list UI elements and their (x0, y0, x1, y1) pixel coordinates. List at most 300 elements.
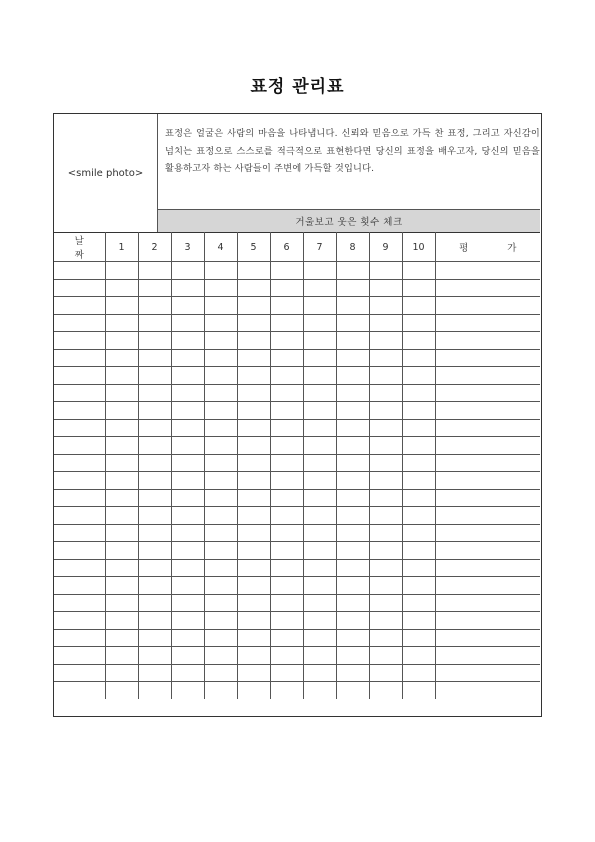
count-cell[interactable] (204, 402, 237, 420)
count-cell[interactable] (369, 279, 402, 297)
count-cell[interactable] (171, 332, 204, 350)
count-cell[interactable] (402, 507, 435, 525)
count-cell[interactable] (303, 647, 336, 665)
count-cell[interactable] (204, 472, 237, 490)
evaluation-cell[interactable] (435, 612, 540, 630)
count-cell[interactable] (237, 367, 270, 385)
evaluation-cell[interactable] (435, 577, 540, 595)
count-cell[interactable] (369, 682, 402, 700)
count-cell[interactable] (303, 489, 336, 507)
count-cell[interactable] (138, 542, 171, 560)
count-cell[interactable] (105, 489, 138, 507)
evaluation-cell[interactable] (435, 507, 540, 525)
count-cell[interactable] (336, 507, 369, 525)
count-cell[interactable] (270, 262, 303, 280)
count-cell[interactable] (336, 559, 369, 577)
count-cell[interactable] (303, 437, 336, 455)
count-cell[interactable] (270, 594, 303, 612)
evaluation-cell[interactable] (435, 349, 540, 367)
count-cell[interactable] (270, 454, 303, 472)
count-cell[interactable] (303, 297, 336, 315)
count-cell[interactable] (105, 647, 138, 665)
evaluation-cell[interactable] (435, 279, 540, 297)
count-cell[interactable] (270, 367, 303, 385)
count-cell[interactable] (369, 559, 402, 577)
count-cell[interactable] (336, 279, 369, 297)
count-cell[interactable] (402, 314, 435, 332)
date-cell[interactable] (54, 262, 105, 280)
count-cell[interactable] (336, 489, 369, 507)
count-cell[interactable] (204, 489, 237, 507)
count-cell[interactable] (171, 524, 204, 542)
date-cell[interactable] (54, 454, 105, 472)
count-cell[interactable] (402, 367, 435, 385)
count-cell[interactable] (204, 297, 237, 315)
count-cell[interactable] (237, 664, 270, 682)
count-cell[interactable] (204, 437, 237, 455)
count-cell[interactable] (105, 384, 138, 402)
count-cell[interactable] (138, 664, 171, 682)
count-cell[interactable] (369, 472, 402, 490)
date-cell[interactable] (54, 314, 105, 332)
count-cell[interactable] (237, 612, 270, 630)
count-cell[interactable] (204, 647, 237, 665)
count-cell[interactable] (303, 262, 336, 280)
count-cell[interactable] (303, 612, 336, 630)
count-cell[interactable] (237, 402, 270, 420)
count-cell[interactable] (237, 524, 270, 542)
count-cell[interactable] (138, 612, 171, 630)
date-cell[interactable] (54, 472, 105, 490)
count-cell[interactable] (270, 489, 303, 507)
count-cell[interactable] (204, 594, 237, 612)
count-cell[interactable] (336, 664, 369, 682)
count-cell[interactable] (336, 454, 369, 472)
count-cell[interactable] (171, 664, 204, 682)
count-cell[interactable] (303, 367, 336, 385)
count-cell[interactable] (336, 647, 369, 665)
evaluation-cell[interactable] (435, 437, 540, 455)
count-cell[interactable] (105, 262, 138, 280)
count-cell[interactable] (303, 524, 336, 542)
count-cell[interactable] (303, 384, 336, 402)
evaluation-cell[interactable] (435, 332, 540, 350)
count-cell[interactable] (270, 349, 303, 367)
count-cell[interactable] (171, 349, 204, 367)
count-cell[interactable] (105, 419, 138, 437)
count-cell[interactable] (204, 419, 237, 437)
count-cell[interactable] (171, 489, 204, 507)
evaluation-cell[interactable] (435, 454, 540, 472)
count-cell[interactable] (237, 647, 270, 665)
count-cell[interactable] (336, 594, 369, 612)
count-cell[interactable] (105, 542, 138, 560)
count-cell[interactable] (171, 594, 204, 612)
count-cell[interactable] (171, 577, 204, 595)
count-cell[interactable] (138, 682, 171, 700)
count-cell[interactable] (138, 594, 171, 612)
count-cell[interactable] (237, 419, 270, 437)
count-cell[interactable] (402, 384, 435, 402)
count-cell[interactable] (369, 454, 402, 472)
date-cell[interactable] (54, 489, 105, 507)
date-cell[interactable] (54, 629, 105, 647)
count-cell[interactable] (402, 297, 435, 315)
count-cell[interactable] (105, 314, 138, 332)
count-cell[interactable] (270, 542, 303, 560)
count-cell[interactable] (402, 262, 435, 280)
count-cell[interactable] (369, 367, 402, 385)
count-cell[interactable] (270, 332, 303, 350)
count-cell[interactable] (270, 629, 303, 647)
count-cell[interactable] (171, 612, 204, 630)
evaluation-cell[interactable] (435, 524, 540, 542)
date-cell[interactable] (54, 559, 105, 577)
count-cell[interactable] (237, 314, 270, 332)
count-cell[interactable] (336, 297, 369, 315)
count-cell[interactable] (270, 577, 303, 595)
count-cell[interactable] (402, 594, 435, 612)
count-cell[interactable] (270, 384, 303, 402)
count-cell[interactable] (402, 489, 435, 507)
count-cell[interactable] (369, 349, 402, 367)
count-cell[interactable] (105, 577, 138, 595)
count-cell[interactable] (303, 682, 336, 700)
count-cell[interactable] (138, 577, 171, 595)
count-cell[interactable] (336, 612, 369, 630)
evaluation-cell[interactable] (435, 262, 540, 280)
date-cell[interactable] (54, 647, 105, 665)
date-cell[interactable] (54, 402, 105, 420)
evaluation-cell[interactable] (435, 402, 540, 420)
count-cell[interactable] (105, 472, 138, 490)
count-cell[interactable] (237, 384, 270, 402)
count-cell[interactable] (105, 332, 138, 350)
count-cell[interactable] (303, 402, 336, 420)
count-cell[interactable] (270, 559, 303, 577)
count-cell[interactable] (204, 314, 237, 332)
evaluation-cell[interactable] (435, 559, 540, 577)
count-cell[interactable] (402, 542, 435, 560)
count-cell[interactable] (138, 559, 171, 577)
count-cell[interactable] (402, 402, 435, 420)
count-cell[interactable] (369, 489, 402, 507)
count-cell[interactable] (204, 524, 237, 542)
count-cell[interactable] (138, 419, 171, 437)
count-cell[interactable] (369, 297, 402, 315)
count-cell[interactable] (138, 489, 171, 507)
count-cell[interactable] (171, 367, 204, 385)
date-cell[interactable] (54, 507, 105, 525)
count-cell[interactable] (138, 349, 171, 367)
count-cell[interactable] (402, 629, 435, 647)
count-cell[interactable] (105, 559, 138, 577)
count-cell[interactable] (204, 262, 237, 280)
count-cell[interactable] (237, 542, 270, 560)
count-cell[interactable] (402, 349, 435, 367)
count-cell[interactable] (138, 472, 171, 490)
count-cell[interactable] (204, 542, 237, 560)
count-cell[interactable] (138, 297, 171, 315)
count-cell[interactable] (270, 419, 303, 437)
count-cell[interactable] (369, 262, 402, 280)
date-cell[interactable] (54, 332, 105, 350)
count-cell[interactable] (336, 577, 369, 595)
count-cell[interactable] (171, 437, 204, 455)
count-cell[interactable] (138, 367, 171, 385)
count-cell[interactable] (369, 507, 402, 525)
count-cell[interactable] (237, 472, 270, 490)
count-cell[interactable] (336, 367, 369, 385)
count-cell[interactable] (303, 419, 336, 437)
count-cell[interactable] (171, 402, 204, 420)
count-cell[interactable] (237, 349, 270, 367)
count-cell[interactable] (336, 402, 369, 420)
count-cell[interactable] (138, 402, 171, 420)
count-cell[interactable] (204, 349, 237, 367)
count-cell[interactable] (270, 612, 303, 630)
count-cell[interactable] (204, 559, 237, 577)
count-cell[interactable] (105, 437, 138, 455)
count-cell[interactable] (204, 664, 237, 682)
count-cell[interactable] (105, 612, 138, 630)
evaluation-cell[interactable] (435, 472, 540, 490)
count-cell[interactable] (270, 297, 303, 315)
count-cell[interactable] (105, 454, 138, 472)
count-cell[interactable] (171, 559, 204, 577)
evaluation-cell[interactable] (435, 367, 540, 385)
count-cell[interactable] (105, 279, 138, 297)
count-cell[interactable] (303, 454, 336, 472)
evaluation-cell[interactable] (435, 297, 540, 315)
count-cell[interactable] (369, 419, 402, 437)
count-cell[interactable] (204, 384, 237, 402)
count-cell[interactable] (204, 454, 237, 472)
count-cell[interactable] (270, 647, 303, 665)
count-cell[interactable] (171, 682, 204, 700)
count-cell[interactable] (237, 594, 270, 612)
count-cell[interactable] (237, 629, 270, 647)
count-cell[interactable] (270, 314, 303, 332)
count-cell[interactable] (369, 612, 402, 630)
count-cell[interactable] (138, 384, 171, 402)
count-cell[interactable] (138, 262, 171, 280)
count-cell[interactable] (402, 454, 435, 472)
count-cell[interactable] (303, 559, 336, 577)
count-cell[interactable] (270, 472, 303, 490)
count-cell[interactable] (303, 577, 336, 595)
count-cell[interactable] (204, 332, 237, 350)
count-cell[interactable] (171, 629, 204, 647)
count-cell[interactable] (105, 402, 138, 420)
count-cell[interactable] (336, 419, 369, 437)
count-cell[interactable] (171, 472, 204, 490)
date-cell[interactable] (54, 279, 105, 297)
evaluation-cell[interactable] (435, 682, 540, 700)
count-cell[interactable] (369, 647, 402, 665)
count-cell[interactable] (171, 279, 204, 297)
count-cell[interactable] (270, 507, 303, 525)
count-cell[interactable] (237, 454, 270, 472)
count-cell[interactable] (237, 559, 270, 577)
count-cell[interactable] (270, 279, 303, 297)
count-cell[interactable] (336, 524, 369, 542)
count-cell[interactable] (138, 437, 171, 455)
date-cell[interactable] (54, 524, 105, 542)
count-cell[interactable] (402, 279, 435, 297)
count-cell[interactable] (138, 507, 171, 525)
evaluation-cell[interactable] (435, 629, 540, 647)
count-cell[interactable] (204, 507, 237, 525)
count-cell[interactable] (138, 629, 171, 647)
count-cell[interactable] (369, 664, 402, 682)
evaluation-cell[interactable] (435, 542, 540, 560)
count-cell[interactable] (336, 332, 369, 350)
count-cell[interactable] (237, 489, 270, 507)
evaluation-cell[interactable] (435, 594, 540, 612)
count-cell[interactable] (105, 349, 138, 367)
count-cell[interactable] (204, 682, 237, 700)
count-cell[interactable] (336, 542, 369, 560)
count-cell[interactable] (402, 419, 435, 437)
count-cell[interactable] (237, 297, 270, 315)
count-cell[interactable] (171, 384, 204, 402)
count-cell[interactable] (303, 629, 336, 647)
count-cell[interactable] (105, 629, 138, 647)
count-cell[interactable] (303, 664, 336, 682)
count-cell[interactable] (402, 647, 435, 665)
count-cell[interactable] (270, 524, 303, 542)
count-cell[interactable] (171, 419, 204, 437)
count-cell[interactable] (402, 577, 435, 595)
count-cell[interactable] (336, 262, 369, 280)
count-cell[interactable] (369, 594, 402, 612)
date-cell[interactable] (54, 682, 105, 700)
date-cell[interactable] (54, 349, 105, 367)
evaluation-cell[interactable] (435, 384, 540, 402)
count-cell[interactable] (171, 507, 204, 525)
count-cell[interactable] (237, 507, 270, 525)
count-cell[interactable] (303, 542, 336, 560)
count-cell[interactable] (237, 682, 270, 700)
count-cell[interactable] (105, 664, 138, 682)
count-cell[interactable] (303, 279, 336, 297)
date-cell[interactable] (54, 594, 105, 612)
count-cell[interactable] (270, 682, 303, 700)
count-cell[interactable] (303, 594, 336, 612)
count-cell[interactable] (270, 664, 303, 682)
date-cell[interactable] (54, 437, 105, 455)
count-cell[interactable] (402, 682, 435, 700)
evaluation-cell[interactable] (435, 647, 540, 665)
date-cell[interactable] (54, 419, 105, 437)
count-cell[interactable] (105, 297, 138, 315)
count-cell[interactable] (369, 314, 402, 332)
count-cell[interactable] (402, 524, 435, 542)
count-cell[interactable] (336, 682, 369, 700)
count-cell[interactable] (336, 472, 369, 490)
count-cell[interactable] (369, 384, 402, 402)
count-cell[interactable] (303, 349, 336, 367)
count-cell[interactable] (138, 332, 171, 350)
count-cell[interactable] (402, 472, 435, 490)
count-cell[interactable] (270, 402, 303, 420)
count-cell[interactable] (237, 437, 270, 455)
evaluation-cell[interactable] (435, 314, 540, 332)
count-cell[interactable] (171, 314, 204, 332)
count-cell[interactable] (402, 437, 435, 455)
count-cell[interactable] (336, 349, 369, 367)
count-cell[interactable] (138, 314, 171, 332)
count-cell[interactable] (402, 612, 435, 630)
count-cell[interactable] (237, 262, 270, 280)
count-cell[interactable] (303, 507, 336, 525)
count-cell[interactable] (138, 279, 171, 297)
count-cell[interactable] (171, 454, 204, 472)
count-cell[interactable] (303, 472, 336, 490)
date-cell[interactable] (54, 384, 105, 402)
count-cell[interactable] (105, 507, 138, 525)
count-cell[interactable] (303, 314, 336, 332)
date-cell[interactable] (54, 297, 105, 315)
count-cell[interactable] (105, 682, 138, 700)
count-cell[interactable] (171, 647, 204, 665)
count-cell[interactable] (402, 559, 435, 577)
count-cell[interactable] (237, 279, 270, 297)
count-cell[interactable] (105, 367, 138, 385)
count-cell[interactable] (369, 629, 402, 647)
count-cell[interactable] (138, 454, 171, 472)
count-cell[interactable] (171, 262, 204, 280)
count-cell[interactable] (204, 612, 237, 630)
count-cell[interactable] (303, 332, 336, 350)
evaluation-cell[interactable] (435, 489, 540, 507)
date-cell[interactable] (54, 367, 105, 385)
count-cell[interactable] (237, 577, 270, 595)
count-cell[interactable] (204, 577, 237, 595)
count-cell[interactable] (369, 524, 402, 542)
count-cell[interactable] (336, 384, 369, 402)
count-cell[interactable] (171, 542, 204, 560)
evaluation-cell[interactable] (435, 664, 540, 682)
count-cell[interactable] (369, 542, 402, 560)
evaluation-cell[interactable] (435, 419, 540, 437)
count-cell[interactable] (204, 367, 237, 385)
count-cell[interactable] (369, 402, 402, 420)
count-cell[interactable] (270, 437, 303, 455)
count-cell[interactable] (237, 332, 270, 350)
count-cell[interactable] (402, 664, 435, 682)
count-cell[interactable] (402, 332, 435, 350)
count-cell[interactable] (204, 279, 237, 297)
count-cell[interactable] (171, 297, 204, 315)
count-cell[interactable] (369, 332, 402, 350)
count-cell[interactable] (105, 524, 138, 542)
date-cell[interactable] (54, 664, 105, 682)
count-cell[interactable] (369, 577, 402, 595)
date-cell[interactable] (54, 577, 105, 595)
count-cell[interactable] (336, 437, 369, 455)
count-cell[interactable] (336, 314, 369, 332)
count-cell[interactable] (204, 629, 237, 647)
date-cell[interactable] (54, 612, 105, 630)
count-cell[interactable] (369, 437, 402, 455)
count-cell[interactable] (336, 629, 369, 647)
count-cell[interactable] (105, 594, 138, 612)
date-cell[interactable] (54, 542, 105, 560)
count-cell[interactable] (138, 647, 171, 665)
count-cell[interactable] (138, 524, 171, 542)
